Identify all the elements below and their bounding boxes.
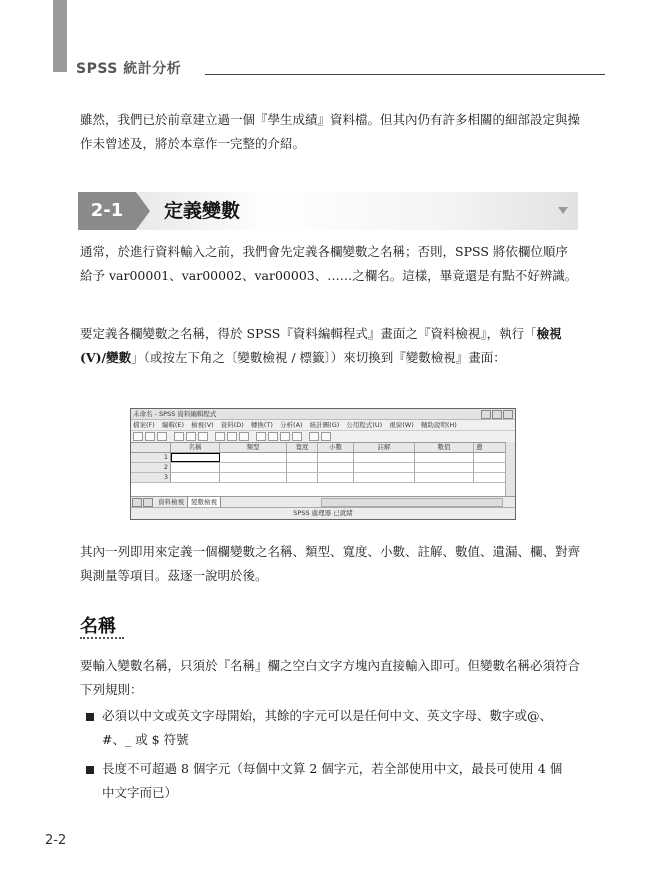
vertical-scrollbar[interactable] (505, 442, 515, 496)
select-cases-icon[interactable] (309, 432, 319, 441)
table-row (131, 453, 515, 463)
spss-window-controls (481, 410, 513, 419)
variables-icon[interactable] (227, 432, 237, 441)
name-cell[interactable] (171, 453, 220, 462)
label-cell[interactable] (354, 453, 415, 462)
bullet-square-icon (86, 766, 94, 774)
spss-menubar (131, 420, 515, 431)
split-file-icon[interactable] (280, 432, 290, 441)
name-cell[interactable] (171, 473, 220, 482)
paragraph-switch-view (80, 322, 580, 370)
label-cell[interactable] (354, 473, 415, 482)
header-rule (205, 74, 605, 75)
column-header-name[interactable]: 名稱 (171, 443, 220, 452)
width-cell[interactable] (287, 463, 318, 472)
decimals-cell[interactable] (318, 463, 354, 472)
table-row (131, 473, 515, 483)
menu-window[interactable]: 視窗(W) (389, 421, 414, 429)
width-cell[interactable] (287, 453, 318, 462)
open-icon[interactable] (133, 432, 143, 441)
name-cell[interactable] (171, 463, 220, 472)
spss-status-bar: SPSS 處理器 已就緒 (131, 507, 515, 519)
values-cell[interactable] (415, 453, 474, 462)
column-header-type[interactable]: 類型 (220, 443, 287, 452)
menu-command-text: 檢視(V)/變數 (80, 326, 562, 365)
menu-graphs[interactable]: 統計圖(G) (309, 421, 340, 429)
menu-edit[interactable]: 編輯(E) (161, 421, 185, 429)
tab-data-view[interactable]: 資料檢視 (158, 498, 185, 506)
label-cell[interactable] (354, 463, 415, 472)
running-header-title: SPSS 統計分析 (76, 61, 182, 77)
type-cell[interactable] (220, 463, 287, 472)
width-cell[interactable] (287, 473, 318, 482)
tab-variable-view[interactable]: 變數檢視 (187, 497, 221, 509)
menu-help[interactable]: 輔助說明(H) (420, 421, 457, 429)
tab-scroll-left-icon[interactable] (132, 498, 142, 507)
section-banner (78, 192, 578, 230)
paragraph-row-fields: 其內一列即用來定義一個欄變數之名稱、類型、寬度、小數、註解、數值、遺漏、欄、對齊與測量等項目。茲逐一說明於後。 (80, 544, 581, 583)
values-cell[interactable] (415, 463, 474, 472)
type-cell[interactable] (220, 453, 287, 462)
menu-analyze[interactable]: 分析(A) (280, 421, 303, 429)
column-header-missing[interactable]: 遺 (474, 443, 507, 452)
grid-corner (131, 443, 171, 452)
bullet-item: 長度不可超過 8 個字元（每個中文算 2 個字元，若全部使用中文，最長可使用 4 個中文字而已） (102, 761, 563, 800)
column-header-decimals[interactable]: 小數 (318, 443, 354, 452)
missing-cell[interactable] (474, 473, 507, 482)
menu-transform[interactable]: 轉換(T) (250, 421, 273, 429)
goto-chart-icon[interactable] (198, 432, 208, 441)
horizontal-scrollbar[interactable] (321, 498, 503, 507)
column-header-label[interactable]: 註解 (354, 443, 415, 452)
insert-case-icon[interactable] (256, 432, 266, 441)
header-side-bar (53, 0, 67, 72)
menu-view[interactable]: 檢視(V) (191, 421, 214, 429)
missing-cell[interactable] (474, 463, 507, 472)
maximize-icon[interactable] (492, 410, 502, 419)
paragraph-variable-naming: 通常，於進行資料輸入之前，我們會先定義各欄變數之名稱；否則，SPSS 將依欄位順序給予 var00001、var00002、var00003、……之欄名。這樣，畢竟還是有點不好辨識。 (80, 244, 578, 283)
print-icon[interactable] (157, 432, 167, 441)
missing-cell[interactable] (474, 453, 507, 462)
bullet-item: 必須以中文或英文字母開始，其餘的字元可以是任何中文、英文字母、數字或@、#、_ 或 $ 符號 (102, 708, 553, 747)
paragraph-name-rules: 要輸入變數名稱，只須於『名稱』欄之空白文字方塊內直接輸入即可。但變數名稱必須符合下列規則： (80, 658, 581, 697)
row-number[interactable]: 1 (131, 453, 171, 462)
row-number[interactable]: 2 (131, 463, 171, 472)
para3-pre: 要定義各欄變數之名稱，得於 SPSS『資料編輯程式』畫面之『資料檢視』，執行「 (80, 326, 537, 341)
menu-utilities[interactable]: 公用程式(U) (346, 421, 383, 429)
minimize-icon[interactable] (481, 410, 491, 419)
section-number: 2-1 (78, 192, 136, 230)
undo-icon[interactable] (174, 432, 184, 441)
subsection-underline (80, 637, 124, 639)
type-cell[interactable] (220, 473, 287, 482)
section-title: 定義變數 (164, 200, 241, 222)
insert-variable-icon[interactable] (268, 432, 278, 441)
section-arrow-shape (136, 192, 150, 230)
goto-case-icon[interactable] (215, 432, 225, 441)
decimals-cell[interactable] (318, 473, 354, 482)
value-labels-icon[interactable] (321, 432, 331, 441)
spss-screenshot (130, 408, 516, 520)
grid-header-row (131, 443, 515, 453)
menu-file[interactable]: 檔案(F) (133, 421, 155, 429)
spss-window-titlebar (131, 409, 515, 420)
weight-cases-icon[interactable] (292, 432, 302, 441)
column-header-width[interactable]: 寬度 (287, 443, 318, 452)
redo-icon[interactable] (186, 432, 196, 441)
bullet-square-icon (86, 713, 94, 721)
spss-window-title: 未命名 - SPSS 資料編輯程式 (133, 410, 217, 418)
subsection-heading: 名稱 (80, 616, 116, 637)
tab-scroll-right-icon[interactable] (143, 498, 153, 507)
triangle-down-icon (558, 207, 568, 214)
intro-paragraph: 雖然，我們已於前章建立過一個『學生成績』資料檔。但其內仍有許多相關的細部設定與操作未曾述及，將於本章作一完整的介紹。 (80, 112, 581, 151)
column-header-values[interactable]: 數值 (415, 443, 474, 452)
table-row (131, 463, 515, 473)
row-number[interactable]: 3 (131, 473, 171, 482)
close-icon[interactable] (503, 410, 513, 419)
find-icon[interactable] (239, 432, 249, 441)
page-number: 2-2 (45, 833, 67, 848)
values-cell[interactable] (415, 473, 474, 482)
para3-post: 」（或按左下角之〔變數檢視 / 標籤〕）來切換到『變數檢視』畫面： (131, 350, 506, 365)
variable-view-grid (131, 442, 515, 497)
menu-data[interactable]: 資料(D) (220, 421, 244, 429)
save-icon[interactable] (145, 432, 155, 441)
decimals-cell[interactable] (318, 453, 354, 462)
